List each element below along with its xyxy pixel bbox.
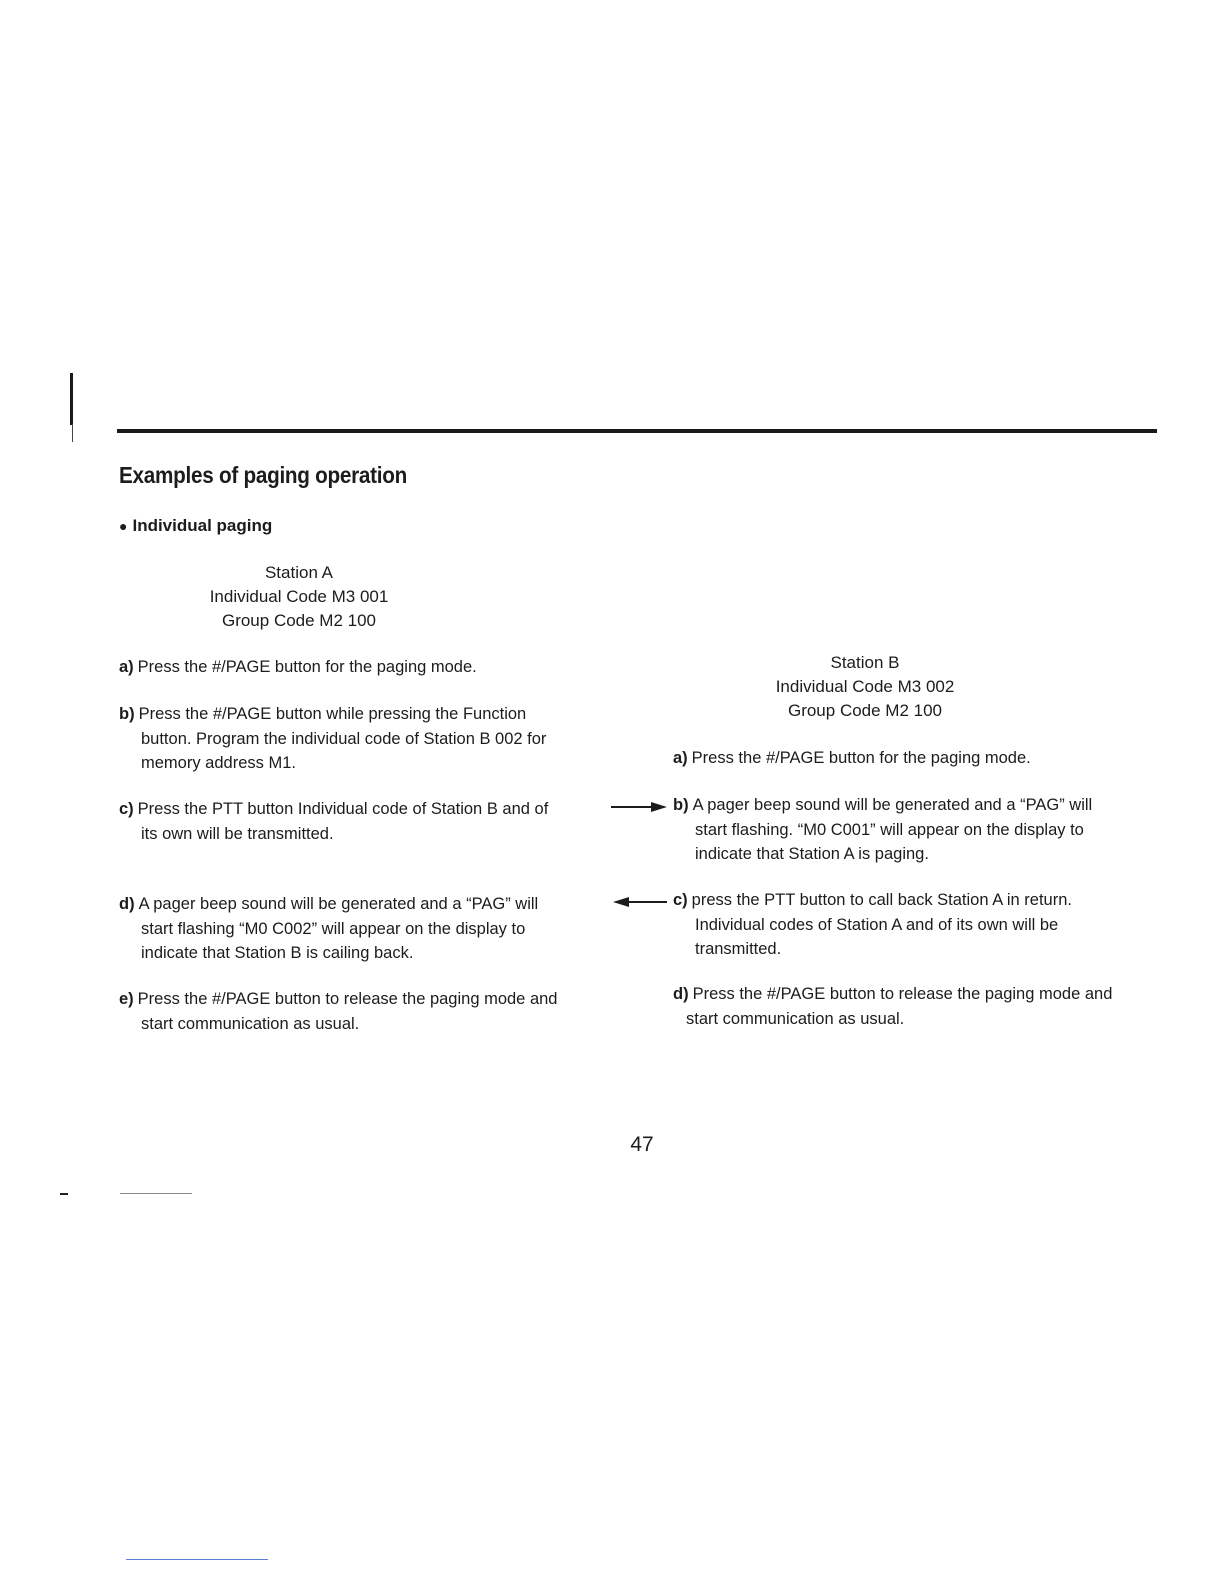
station-a-step-e <box>119 987 557 1036</box>
station-b-group-code: Group Code M2 100 <box>787 701 943 720</box>
step-text: start communication as usual. <box>141 1014 360 1033</box>
step-text: Press the #/PAGE button for the paging mode. <box>137 658 477 676</box>
station-b-header <box>752 651 978 723</box>
scan-mark <box>120 1193 192 1194</box>
step-label: d) <box>673 985 689 1003</box>
station-b-individual-code: Individual Code M3 002 <box>775 677 955 696</box>
step-label: c) <box>673 891 688 909</box>
station-a-step-c <box>119 797 548 846</box>
scan-mark <box>60 1193 68 1195</box>
subsection-label: Individual paging <box>132 516 273 535</box>
scan-mark <box>126 1559 268 1560</box>
station-b-step-d <box>673 982 1112 1031</box>
margin-mark <box>70 373 73 425</box>
step-text: Press the #/PAGE button to release the paging mode and <box>692 985 1113 1003</box>
step-label: a) <box>119 658 134 676</box>
station-b-step-b <box>673 793 1092 867</box>
step-text: Press the #/PAGE button to release the paging mode and <box>137 990 558 1008</box>
arrow-left-icon <box>611 896 669 908</box>
header-rule <box>117 429 1157 433</box>
step-text: indicate that Station A is paging. <box>695 845 929 863</box>
step-text: Press the #/PAGE button for the paging mode. <box>691 749 1031 767</box>
step-text: button. Program the individual code of Station B 002 for <box>141 729 547 748</box>
station-b-step-a <box>673 746 1031 771</box>
subsection-title <box>119 516 272 536</box>
step-text: indicate that Station B is cailing back. <box>141 944 414 962</box>
step-text: A pager beep sound will be generated and a “PAG” will <box>692 796 1093 814</box>
step-text: start communication as usual. <box>686 1009 905 1028</box>
station-a-step-a <box>119 655 477 680</box>
station-a-individual-code: Individual Code M3 001 <box>209 587 389 606</box>
step-text: start flashing “M0 C002” will appear on the display to <box>141 919 526 938</box>
section-title: Examples of paging operation <box>119 462 408 488</box>
step-label: c) <box>119 800 134 818</box>
station-a-step-d <box>119 892 538 966</box>
step-label: a) <box>673 749 688 767</box>
step-label: b) <box>119 705 135 723</box>
step-text: Individual codes of Station A and of its own will be <box>695 915 1059 934</box>
margin-mark <box>72 424 73 442</box>
step-text: transmitted. <box>695 940 782 958</box>
station-a-name: Station A <box>264 563 334 582</box>
arrow-right-icon <box>611 801 669 813</box>
bullet-icon: ● <box>119 518 128 534</box>
step-text: press the PTT button to call back Station A in return. <box>691 891 1072 909</box>
step-text: start flashing. “M0 C001” will appear on the display to <box>695 820 1084 839</box>
step-label: e) <box>119 990 134 1008</box>
station-a-group-code: Group Code M2 100 <box>221 611 377 630</box>
step-label: b) <box>673 796 689 814</box>
station-a-step-b <box>119 702 546 776</box>
station-b-name: Station B <box>830 653 900 672</box>
step-text: Press the #/PAGE button while pressing the Function <box>138 705 527 723</box>
station-b-step-c <box>673 888 1072 962</box>
step-label: d) <box>119 895 135 913</box>
step-text: A pager beep sound will be generated and a “PAG” will <box>138 895 539 913</box>
step-text: Press the PTT button Individual code of Station B and of <box>137 800 549 818</box>
page-number: 47 <box>630 1133 654 1156</box>
step-text: memory address M1. <box>141 754 296 772</box>
step-text: its own will be transmitted. <box>141 824 334 843</box>
station-a-header <box>186 561 412 633</box>
